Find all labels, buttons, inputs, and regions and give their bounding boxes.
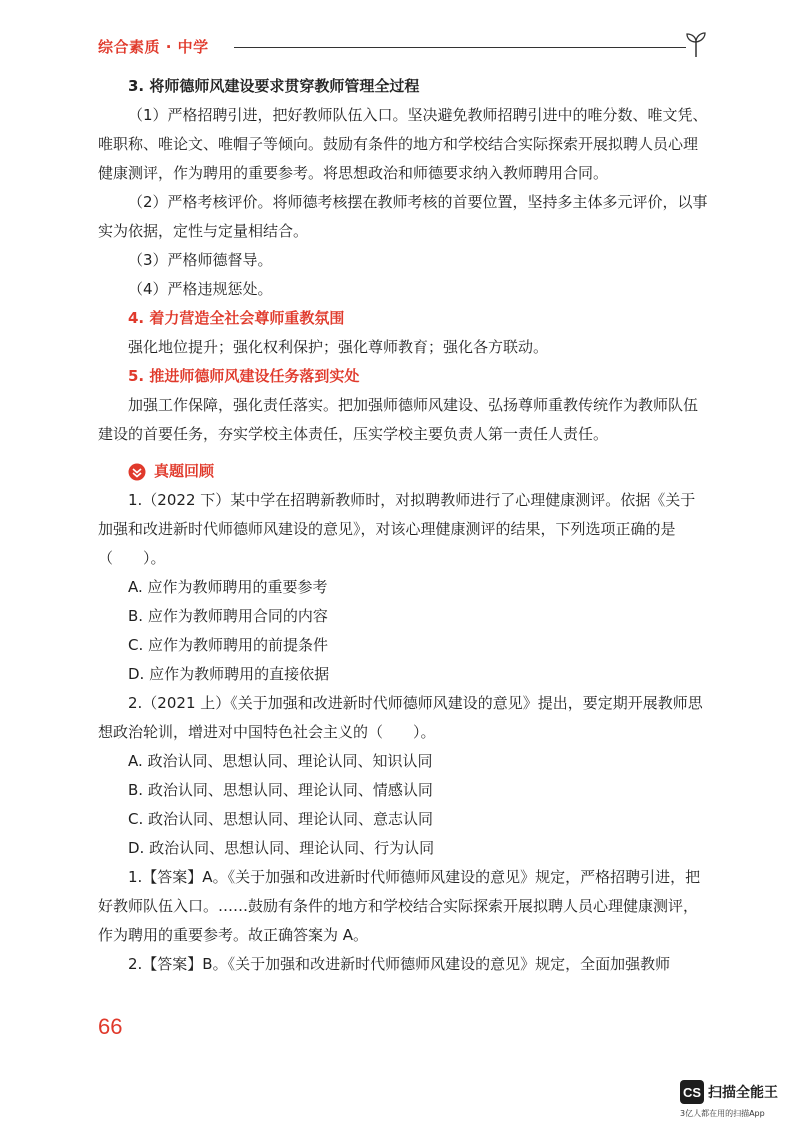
- question-1-option-d: D. 应作为教师聘用的直接依据: [128, 665, 330, 683]
- section-3-item-2: （2）严格考核评价。将师德考核摆在教师考核的首要位置，坚持多主体多元评价，以事实为依据，定性与定量相结合。: [98, 193, 708, 240]
- answer-1: 1.【答案】A。《关于加强和改进新时代师德师风建设的意见》规定，严格招聘引进，把好教师队伍入口。……鼓励有条件的地方和学校结合实际探索开展拟聘人员心理健康测评，作为聘用的重要参考。故正确答案为 A。: [98, 868, 701, 944]
- watermark-tagline: 3亿人都在用的扫描App: [680, 1109, 765, 1118]
- section-4-heading: 4. 着力营造全社会尊师重教氛围: [128, 309, 345, 327]
- question-1-stem: 1.（2022 下）某中学在招聘新教师时，对拟聘教师进行了心理健康测评。依据《关于加强和改进新时代师德师风建设的意见》，对该心理健康测评的结果，下列选项正确的是（ ）。: [98, 491, 696, 567]
- answer-2: 2.【答案】B。《关于加强和改进新时代师德师风建设的意见》规定，全面加强教师: [128, 955, 671, 973]
- watermark-app-name: 扫描全能王: [708, 1085, 778, 1101]
- question-2-stem: 2.（2021 上）《关于加强和改进新时代师德师风建设的意见》提出，要定期开展教师思想政治轮训，增进对中国特色社会主义的（ ）。: [98, 694, 703, 741]
- page-content: [98, 72, 710, 979]
- review-heading-label: 真题回顾: [154, 462, 215, 480]
- header-rule: [234, 47, 686, 48]
- question-2-option-d: D. 政治认同、思想认同、理论认同、行为认同: [128, 839, 435, 857]
- running-header-title: 综合素质 · 中学: [98, 38, 209, 56]
- section-3-item-4: （4）严格违规惩处。: [128, 280, 273, 298]
- question-1-option-c: C. 应作为教师聘用的前提条件: [128, 636, 329, 654]
- section-4-body: 强化地位提升；强化权利保护；强化尊师教育；强化各方联动。: [128, 338, 549, 356]
- running-header: [98, 30, 708, 60]
- review-heading: [128, 457, 710, 486]
- section-3-item-1: （1）严格招聘引进，把好教师队伍入口。坚决避免教师招聘引进中的唯分数、唯文凭、唯职称、唯论文、唯帽子等倾向。鼓励有条件的地方和学校结合实际探索开展拟聘人员心理健康测评，作为聘用的重要参考。将思想政治和师德要求纳入教师聘用合同。: [98, 106, 708, 182]
- page-number: 66: [98, 1014, 123, 1039]
- section-3-heading: 3. 将师德师风建设要求贯穿教师管理全过程: [128, 77, 420, 95]
- section-5-body: 加强工作保障，强化责任落实。把加强师德师风建设、弘扬尊师重教传统作为教师队伍建设的首要任务，夯实学校主体责任，压实学校主要负责人第一责任人责任。: [98, 396, 699, 443]
- question-1-option-b: B. 应作为教师聘用合同的内容: [128, 607, 328, 625]
- question-2-option-c: C. 政治认同、思想认同、理论认同、意志认同: [128, 810, 434, 828]
- question-2-option-b: B. 政治认同、思想认同、理论认同、情感认同: [128, 781, 433, 799]
- question-1-option-a: A. 应作为教师聘用的重要参考: [128, 578, 328, 596]
- scanner-watermark: [680, 1080, 790, 1124]
- section-3-item-3: （3）严格师德督导。: [128, 251, 273, 269]
- review-icon: [128, 463, 146, 481]
- camscanner-logo-icon: CS: [680, 1080, 704, 1104]
- section-5-heading: 5. 推进师德师风建设任务落到实处: [128, 367, 360, 385]
- question-2-option-a: A. 政治认同、思想认同、理论认同、知识认同: [128, 752, 433, 770]
- sprout-icon: [684, 30, 708, 58]
